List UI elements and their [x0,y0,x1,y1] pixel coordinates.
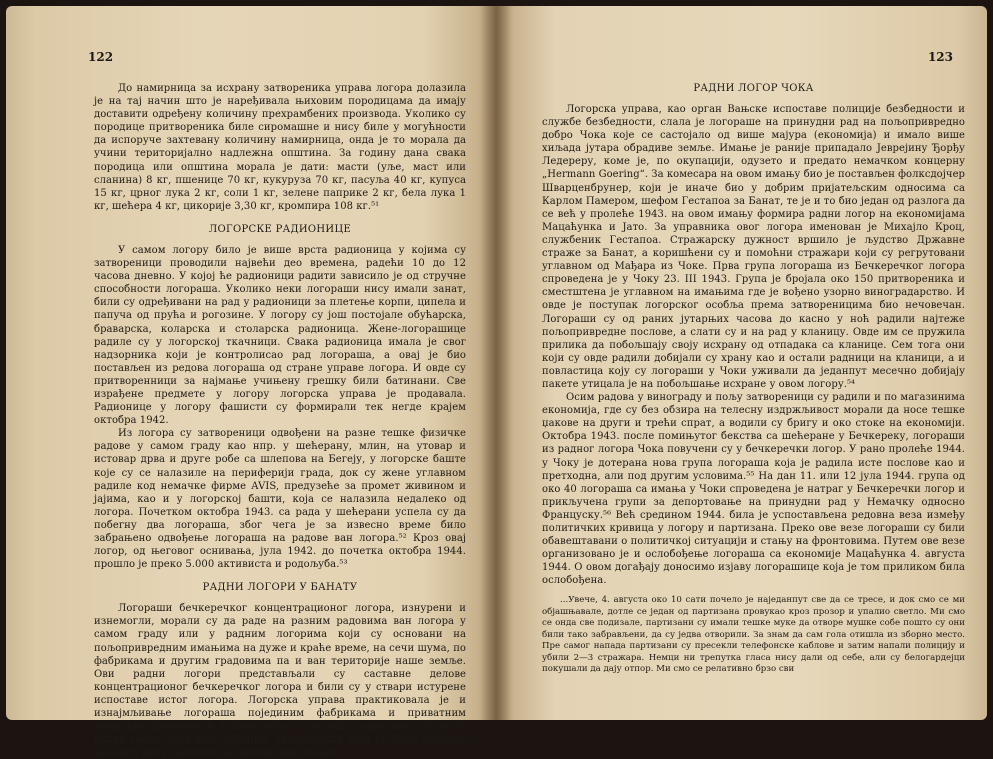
book-spread [6,6,987,759]
page-number: 123 [927,50,953,64]
gutter-shadow [496,6,514,720]
paragraph: Из логора су затвореници одвођени на разне тешке физичке радове у самом граду као нпр. у шећерану, млин, на утовар и истовар дрва и друге робе са шлепова на Бегеју, у логорске баште које су се налазиле на периферији града, док су жене углавном радиле код немачке фирме AVIS, предузеће за промет живином и јајима, као и у логорској башти, која се налазила недалеко од логора. Почетком октобра 1943. са рада у шећерани успела су да побегну два логораша, због чега је за извесно време било забрањено одвођење логораша на радове ван логора.⁵² Кроз овај логор, од његовог оснивања, јула 1942. до почетка октобра 1944. прошло је преко 5.000 активиста и родољуба.⁵³ [94,428,466,571]
paragraph: Логораши бечкеречког концентрационог логора, изнурени и изнемогли, морали су да раде на разним радовима ван логора у самом граду или у радним логорима који су основани на пољопривредним имањима на дуже и краће време, на сечи шума, по фабрикама и другим градовима па и ван територије наше земље. Ови радни логори представљали су саставне делове концентрационог бечкеречког логора и били су у ствари истурене испоставе истог логора. Логорска управа практиковала је и изнајмљивање логораша појединим фабрикама и приватним немачким фирмама и лицима која су их радо користила, јер је та радна снага била врло јефтина. Затвореници који су били осуђени на смрт, нису одлазили на радове ван логора. [94,603,466,759]
section-heading: ЛОГОРСКЕ РАДИОНИЦЕ [208,223,352,235]
section-heading: РАДНИ ЛОГОР ЧОКА [693,83,814,94]
left-page [6,6,496,759]
right-page [496,6,987,720]
footnote-separator [542,587,965,595]
footnote: ...Увече, 4. августа око 10 сати почело је наједанпут све да се тресе, и док смо се ми објашњавале, дотле се један од партизана провукао кроз прозор и упалио светло. Ми смо се онда све подизале, партизани су имали тешке муке да отворе мушке собе пошто су они били тако забрављени, да су једва отворили. За знам да сам гола отишла из зборно место. Пре самог напада партизани су пресекли телефонске каблове и затим напали полицију и убили 2—3 стражара. Немци ни трепутка гласа нису дали од себе, али су белогардејци покушали да дају отпор. Ми смо се релативно брзо сви [542,595,965,674]
section-heading: РАДНИ ЛОГОРИ У БАНАТУ [202,582,358,594]
paragraph: До намирница за исхрану затвореника управа логора долазила је на тај начин што је наређивала њиховим породицама да имају доставити одређену количину прехрамбених производа. Уколико су породице притвореника биле сиромашне и нису биле у могућности да испоруче захтевану количину намирница, онда је то морала да учини територијално надлежна општина. За годину дана свака породица или општина морала је дати: масти (уље, маст или сланина) 8 кг, пшенице 70 кг, кукуруза 70 кг, пасуља 40 кг, купуса 15 кг, црног лука 2 кг, соли 1 кг, зелене паприке 2 кг, бела лука 1 кг, шећера 4 кг, цикорије 3,30 кг, кромпира 108 кг.⁵¹ [94,83,466,212]
paragraph: Осим радова у винограду и пољу затвореници су радили и по магазинима економија, где су без обзира на телесну издржљивост морали да носе тешке џакове на други и трећи спрат, а водили су бригу и око стоке на економији. Октобра 1943. после помињутог бекства са шећеране у Бечкереку, логораши из радног логора Чока повучени су у бечкеречки логор. У рано пролеће 1944. у Чоку је дотерана нова група логораша која је радила исте послове као и претходна, али под другим условима.⁵⁵ На дан 11. или 12 јула 1944. група од око 40 логораша са имања у Чоки спроведена је натраг у Бечкеречки логор и прикључена групи за депортовање на принудни рад у Немачку односно Француску.⁵⁶ Већ средином 1944. била је успостављена редовна веза између политичких кривица у логору и партизана. Преко ове везе логораши су били обавештавани о политичкој ситуацији и стању на фронтовима. Путем ове везе организовано је и ослобођење логораша са економије Мацаћунка 4. августа 1944. О овом догађају доносимо изјаву логорашице која је том приликом била ослобођена. [542,392,965,587]
paragraph: У самом логору било је више врста радионица у којима су затвореници проводили највећи део времена, радећи 10 до 12 часова дневно. У којој ће радионици радити зависило је од стручне способности логораша. Уколико неки логораши нису имали занат, били су одређивани на рад у радионици за плетење корпи, ципела и папуча од прућа и рогозине. У логору су још постојале обућарска, браварска, коларска и столарска радионица. Жене-логорашице радиле су у логорској ткачници. Свака радионица имала је свог надзорника који је контролисао рад логораша, а овај је био постављен из редова логораша од стране управе логора. И овде су притворенници за најмање учињену грешку били батинани. Све израђене предмете у логору логорска управа је продавала. Радионице у логору фашисти су формирали тек негде крајем октобра 1942. [94,244,466,427]
paragraph: Логорска управа, као орган Вањске испоставе полиције безбедности и службе безбедности, слала је логораше на принудни рад на пољопривредно добро Чока које се састојало од више мајура (економија) и имало више хиљада јутара обрадиве земље. Имање је раније припадало Јеврејину Ђорђу Ледереру, коме је, по окупацији, одузето и предато немачком концерну „Hermann Goering“. За комесара на овом имању био је постављен фолксдојчер Шварценбрунер, који је иначе био у добрим пријатељским односима са Карлом Памером, шефом Гестапоа за Банат, те је и то био један од разлога да се већ у пролеће 1943. на овом имању формира радни логор на економијама Мацаћунка и Јато. За управника овог логора именован је Михајло Кроц, службеник Гестапоа. Стражарску дужност вршило је људство Државне страже за Банат, а коришћени су и помоћни стражари који су регрутовани углавном од Мађара из Чоке. Прва група логораша из Бечкеречког логора спроведена је у Чоку 23. III 1943. Група је бројала око 150 притвореника и сместштена је углавном на имањима где је вођено узорно виноградарство. И овде је поступак логорског особља према затвореницима био нечовечан. Логораши су од раних јутарњих часова до касно у ноћ радили најтеже пољопривредне послове, а слати су и на рад у кланицу. Овде им се пружила прилика да побољшају своју исхрану од отпадака са кланице. Сем тога они који су овде радили добијали су храну као и остали радници на кланици, а и повластица коју су логораши у Чоки уживали да једанпут месечно добијају пакете утицала је на побољшање исхране у овом логору.⁵⁴ [542,104,965,390]
page-number: 122 [88,50,114,64]
gutter-shadow [478,6,496,720]
